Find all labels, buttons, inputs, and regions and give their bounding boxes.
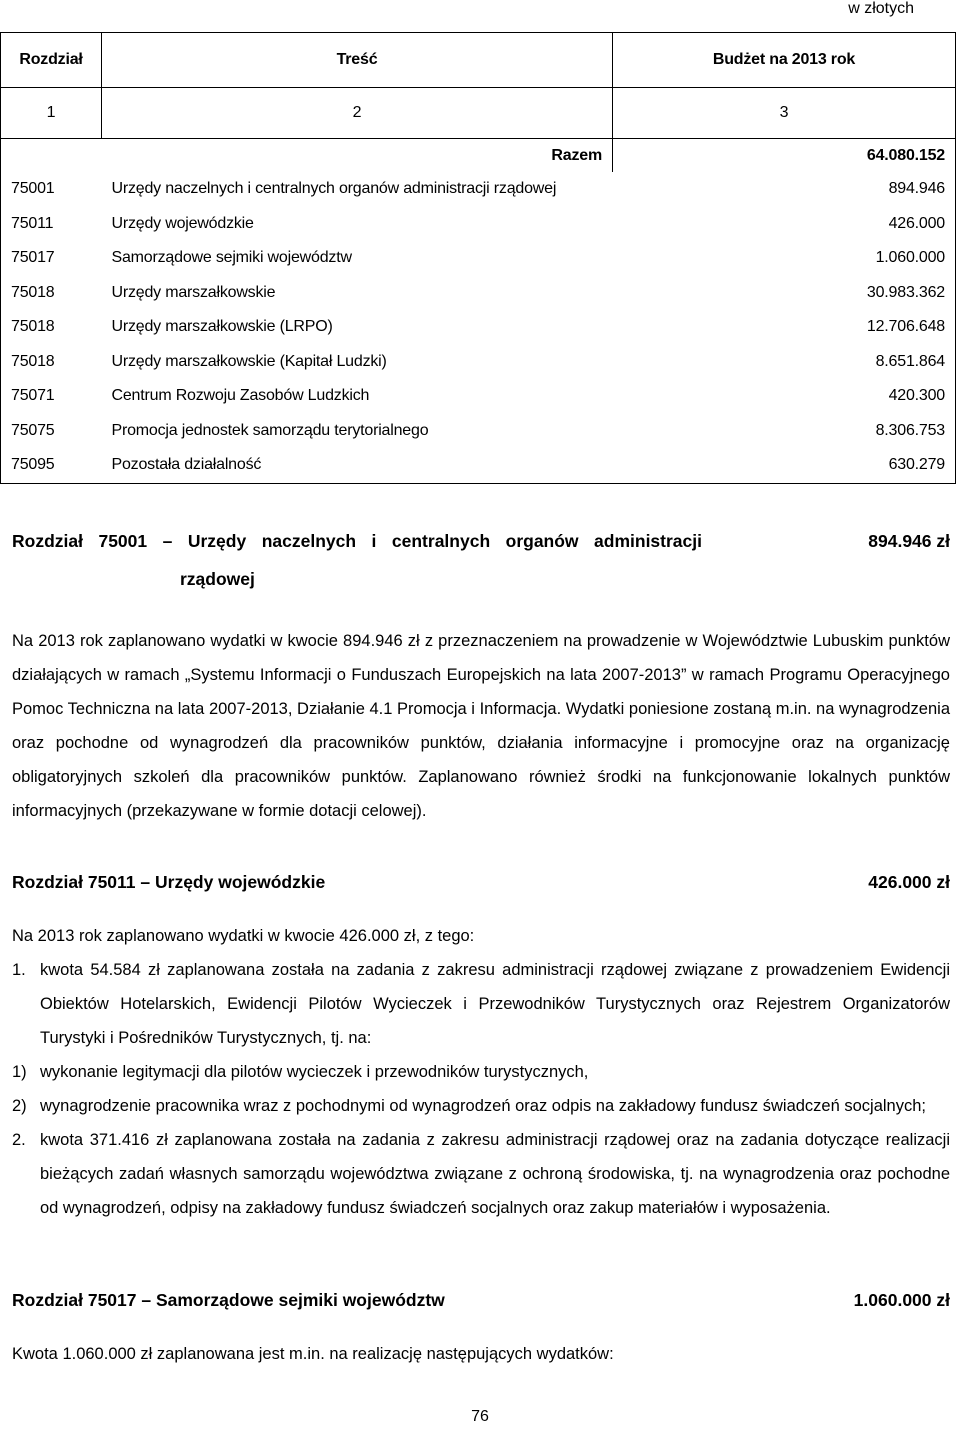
row-value: 426.000 xyxy=(613,207,956,242)
table-row xyxy=(1,414,956,449)
row-code: 75017 xyxy=(1,241,102,276)
header-rozdzial: Rozdział xyxy=(1,33,102,88)
unit-note: w złotych xyxy=(848,0,914,17)
table-row xyxy=(1,241,956,276)
list-text: wynagrodzenie pracownika wraz z pochodnymi od wynagrodzeń oraz odpis na zakładowy fundusz świadczeń socjalnych; xyxy=(40,1097,926,1115)
row-code: 75018 xyxy=(1,345,102,380)
header-budzet: Budżet na 2013 rok xyxy=(613,33,956,88)
list-item xyxy=(12,1089,950,1123)
list-marker: 1) xyxy=(12,1063,27,1081)
row-name: Promocja jednostek samorządu terytorialnego xyxy=(111,421,429,439)
row-code: 75071 xyxy=(1,379,102,414)
section-heading xyxy=(12,872,950,893)
section-title: Rozdział 75017 – Samorządowe sejmiki województw xyxy=(12,1290,445,1310)
table-header-row xyxy=(1,33,956,88)
row-name: Pozostała działalność xyxy=(102,448,613,483)
list-marker: 2) xyxy=(12,1097,27,1115)
row-value: 894.946 xyxy=(613,172,956,207)
table-column-numbers xyxy=(1,88,956,139)
row-name: Urzędy marszałkowskie (Kapitał Ludzki) xyxy=(111,352,387,370)
list-item xyxy=(12,953,950,1055)
row-value: 630.279 xyxy=(613,448,956,483)
list-marker: 1. xyxy=(12,961,26,979)
list-item xyxy=(12,1123,950,1225)
row-code: 75001 xyxy=(1,172,102,207)
table-row xyxy=(1,448,956,483)
table-row xyxy=(1,207,956,242)
section-intro: Na 2013 rok zaplanowano wydatki w kwocie 426.000 zł, z tego: xyxy=(12,927,475,945)
budget-table xyxy=(0,32,956,484)
row-value: 1.060.000 xyxy=(613,241,956,276)
list-text: kwota 54.584 zł zaplanowana została na zadania z zakresu administracji rządowej związane z prowadzeniem Ewidencji Obiektów Hotelarskich, Ewidencji Pilotów Wycieczek i Przewodników Turystycznych oraz Rejestrem Organizatorów Turystyki i Pośredników Turystycznych, tj. na: xyxy=(40,961,950,1047)
section-amount: 1.060.000 zł xyxy=(853,1290,950,1310)
row-code: 75095 xyxy=(1,448,102,483)
row-name: Urzędy wojewódzkie xyxy=(111,214,254,232)
section-heading xyxy=(12,522,950,560)
page-number: 76 xyxy=(471,1408,489,1425)
section-heading xyxy=(12,1290,950,1311)
row-name: Urzędy naczelnych i centralnych organów administracji rządowej xyxy=(111,180,557,198)
row-code: 75018 xyxy=(1,310,102,345)
row-value: 8.651.864 xyxy=(613,345,956,380)
section-amount: 426.000 zł xyxy=(868,872,950,892)
table-row xyxy=(1,172,956,207)
list-text: wykonanie legitymacji dla pilotów wycieczek i przewodników turystycznych, xyxy=(40,1063,589,1081)
table-row xyxy=(1,379,956,414)
row-name: Samorządowe sejmiki województw xyxy=(111,249,352,267)
table-row xyxy=(1,345,956,380)
table-total-row xyxy=(1,139,956,173)
section-75017 xyxy=(12,1290,950,1371)
section-intro: Kwota 1.060.000 zł zaplanowana jest m.in. na realizację następujących wydatków: xyxy=(12,1345,614,1363)
list-marker: 2. xyxy=(12,1131,26,1149)
column-number-3: 3 xyxy=(613,88,956,139)
column-number-2: 2 xyxy=(102,88,613,139)
table-row xyxy=(1,276,956,311)
section-75001 xyxy=(12,522,950,828)
row-code: 75018 xyxy=(1,276,102,311)
row-name: Centrum Rozwoju Zasobów Ludzkich xyxy=(111,387,370,405)
section-title-continuation: rządowej xyxy=(180,569,255,589)
table-row xyxy=(1,310,956,345)
list-text: kwota 371.416 zł zaplanowana została na zadania z zakresu administracji rządowej oraz na zadania dotyczące realizacji bieżących zadań własnych samorządu województwa związane z ochroną środowiska, tj. na wynagrodzenia oraz pochodne od wynagrodzeń, odpisy na zakładowy fundusz świadczeń socjalnych oraz zakup materiałów i wyposażenia. xyxy=(40,1131,950,1217)
section-title: Rozdział 75011 – Urzędy wojewódzkie xyxy=(12,872,326,892)
row-name: Urzędy marszałkowskie (LRPO) xyxy=(111,318,333,336)
row-value: 8.306.753 xyxy=(613,414,956,449)
row-code: 75011 xyxy=(1,207,102,242)
section-amount: 894.946 zł xyxy=(868,531,950,551)
row-code: 75075 xyxy=(1,414,102,449)
row-value: 30.983.362 xyxy=(613,276,956,311)
row-value: 420.300 xyxy=(613,379,956,414)
header-tresc: Treść xyxy=(102,33,613,88)
section-75011 xyxy=(12,872,950,1225)
row-value: 12.706.648 xyxy=(613,310,956,345)
list-item xyxy=(12,1055,950,1089)
total-label: Razem xyxy=(1,139,613,173)
total-value: 64.080.152 xyxy=(613,139,956,173)
section-paragraph: Na 2013 rok zaplanowano wydatki w kwocie 894.946 zł z przeznaczeniem na prowadzenie w Województwie Lubuskim punktów działających w ramach „Systemu Informacji o Funduszach Europejskich na lata 2007-2013” w ramach Programu Operacyjnego Pomoc Techniczna na lata 2007-2013, Działanie 4.1 Promocja i Informacja. Wydatki poniesione zostaną m.in. na wynagrodzenia oraz pochodne od wynagrodzeń dla pracowników punktów, działania informacyjne i promocyjne oraz na organizację obligatoryjnych szkoleń dla pracowników punktów. Zaplanowano również środki na funkcjonowanie lokalnych punktów informacyjnych (przekazywane w formie dotacji celowej). xyxy=(12,632,950,820)
row-name: Urzędy marszałkowskie xyxy=(111,283,276,301)
section-title: Rozdział 75001 – Urzędy naczelnych i centralnych organów administracji xyxy=(12,531,702,551)
column-number-1: 1 xyxy=(1,88,102,139)
